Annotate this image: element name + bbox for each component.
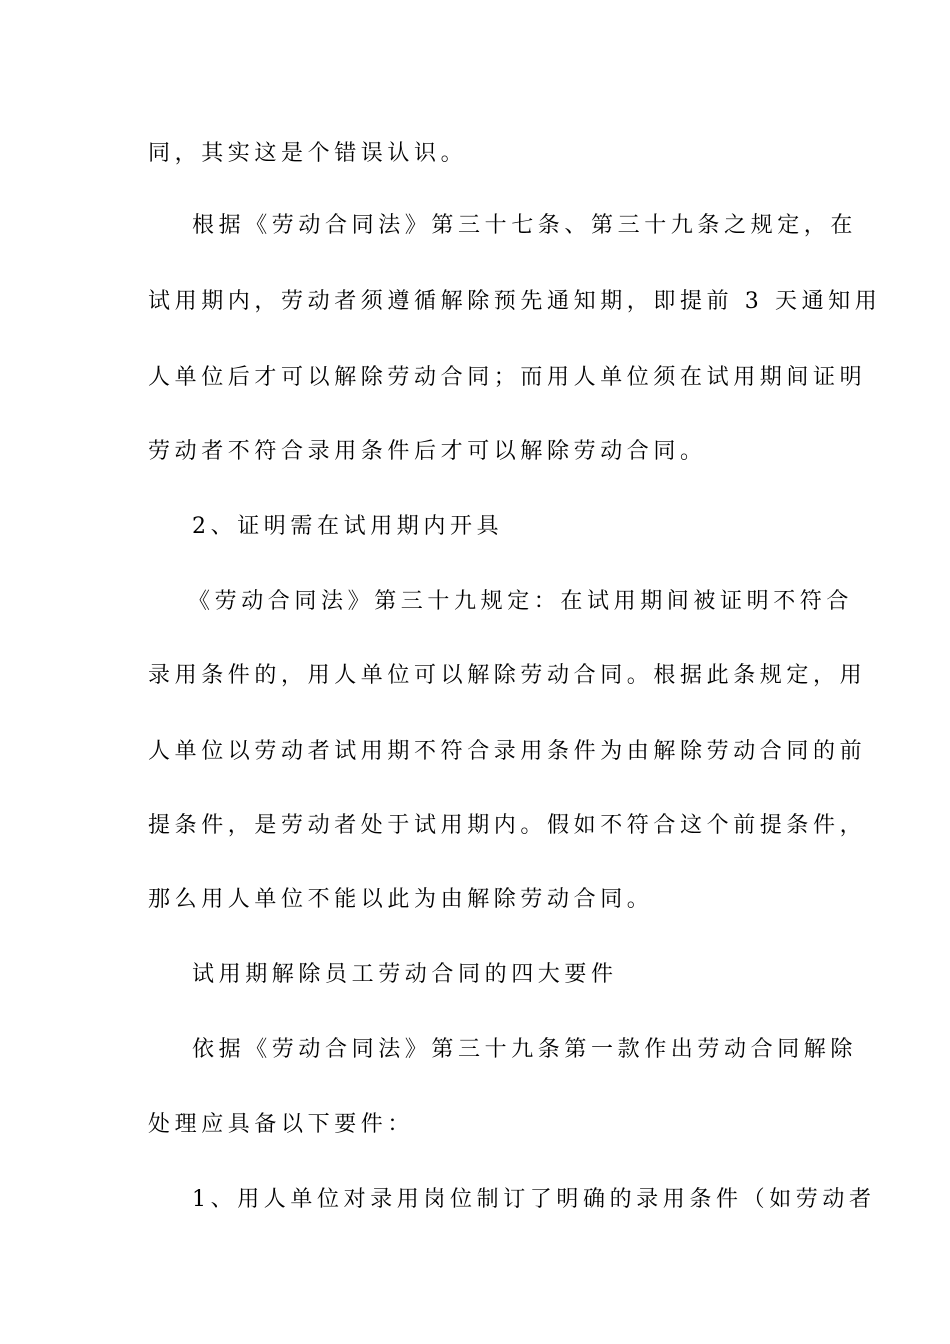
- paragraph-line-2: 根据《劳动合同法》第三十七条、第三十九条之规定，在: [192, 213, 858, 238]
- paragraph-line-3: 试用期内，劳动者须遵循解除预先通知期，即提前 3 天通知用: [148, 289, 882, 314]
- section-heading-four-requirements: 试用期解除员工劳动合同的四大要件: [192, 962, 618, 987]
- paragraph-line-13: 依据《劳动合同法》第三十九条第一款作出劳动合同解除: [192, 1037, 858, 1062]
- paragraph-line-11: 那么用人单位不能以此为由解除劳动合同。: [148, 887, 654, 912]
- paragraph-line-8: 录用条件的，用人单位可以解除劳动合同。根据此条规定，用: [148, 663, 867, 688]
- paragraph-line-7: 《劳动合同法》第三十九规定：在试用期间被证明不符合: [188, 589, 854, 614]
- paragraph-line-5: 劳动者不符合录用条件后才可以解除劳动合同。: [148, 439, 707, 464]
- section-heading-2: 2、证明需在试用期内开具: [192, 514, 504, 539]
- paragraph-line-1: 同，其实这是个错误认识。: [148, 141, 468, 166]
- paragraph-line-14: 处理应具备以下要件：: [148, 1112, 415, 1137]
- list-item-1: 1、用人单位对录用岗位制订了明确的录用条件（如劳动者: [192, 1187, 876, 1212]
- paragraph-line-4: 人单位后才可以解除劳动合同；而用人单位须在试用期间证明: [148, 365, 867, 390]
- paragraph-line-9: 人单位以劳动者试用期不符合录用条件为由解除劳动合同的前: [148, 739, 867, 764]
- paragraph-line-10: 提条件，是劳动者处于试用期内。假如不符合这个前提条件，: [148, 813, 867, 838]
